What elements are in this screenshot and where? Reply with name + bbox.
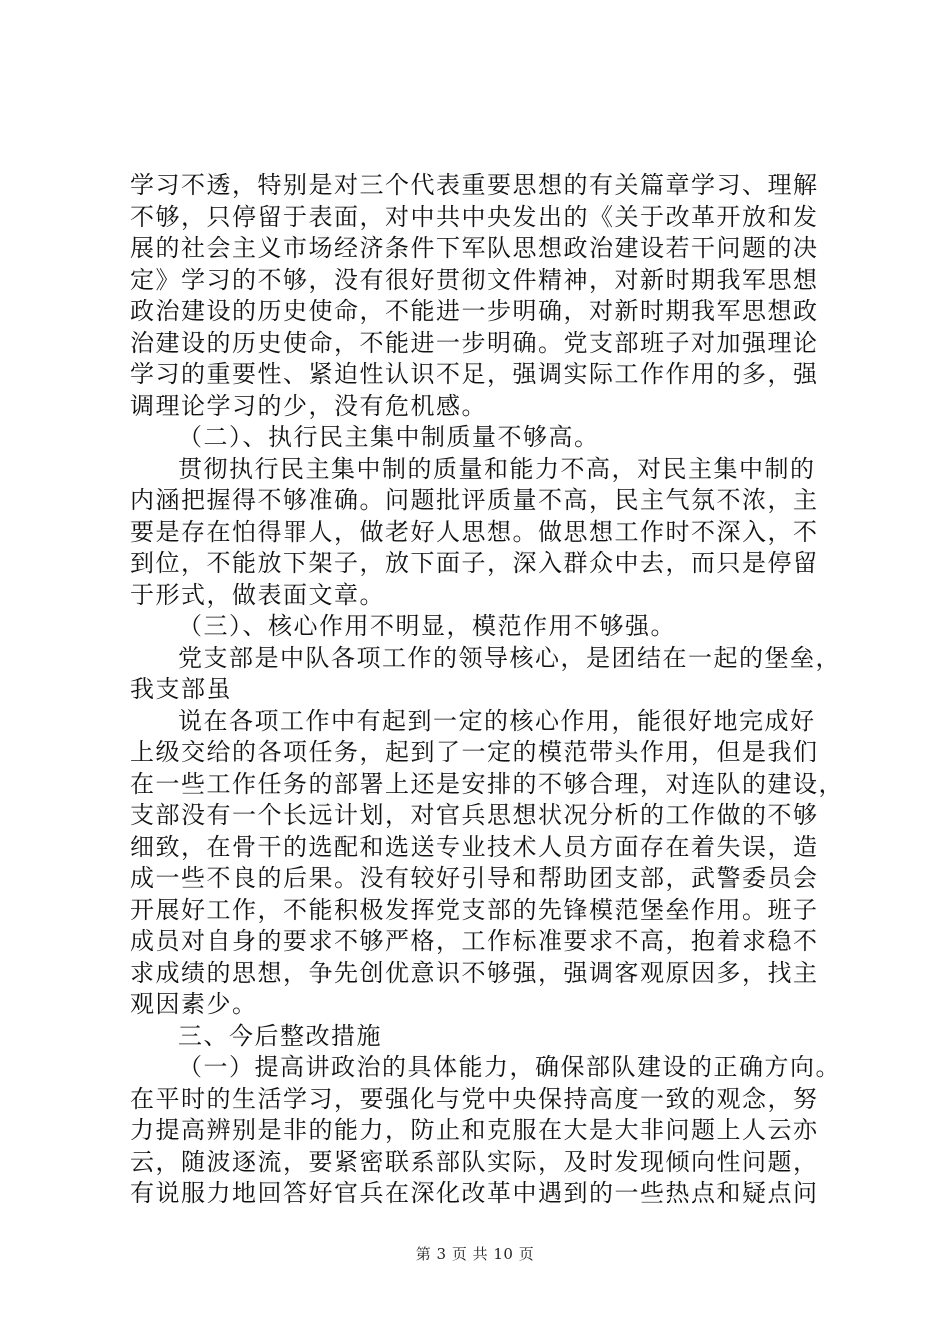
page-number-label: 第 3 页 共 10 页 xyxy=(415,1245,535,1263)
text-line: 支部没有一个长远计划，对官兵思想状况分析的工作做的不够 xyxy=(130,801,819,829)
paragraph-start: 说在各项工作中有起到一定的核心作用，能很好地完成好 xyxy=(178,706,816,735)
text-line: 求成绩的思想，争先创优意识不够强，强调客观原因多，找主 xyxy=(130,958,819,987)
text-line: 于形式，做表面文章。 xyxy=(130,580,385,609)
text-line: 在一些工作任务的部署上还是安排的不够合理，对连队的建设， xyxy=(130,769,844,798)
text-line: 在平时的生活学习，要强化与党中央保持高度一致的观念，努 xyxy=(130,1084,819,1113)
text-line: 学习的重要性、紧迫性认识不足，强调实际工作作用的多，强 xyxy=(130,360,819,388)
text-line: 上级交给的各项任务，起到了一定的模范带头作用，但是我们 xyxy=(130,738,819,766)
text-line: 观因素少。 xyxy=(130,990,258,1018)
section-heading: （三）、核心作用不明显，模范作用不够强。 xyxy=(178,612,676,640)
text-line: 政治建设的历史使命，不能进一步明确，对新时期我军思想政 xyxy=(130,297,819,325)
body-text xyxy=(130,170,844,1210)
text-line: 我支部虽 xyxy=(130,675,232,703)
paragraph-start: 党支部是中队各项工作的领导核心，是团结在一起的堡垒， xyxy=(178,643,841,672)
text-line: 开展好工作，不能积极发挥党支部的先锋模范堡垒作用。班子 xyxy=(130,895,819,924)
text-line: 治建设的历史使命，不能进一步明确。党支部班子对加强理论 xyxy=(130,328,819,357)
text-line: 到位，不能放下架子，放下面子，深入群众中去，而只是停留 xyxy=(130,549,819,577)
text-line: 展的社会主义市场经济条件下军队思想政治建设若干问题的决 xyxy=(130,234,819,262)
text-line: 定》学习的不够，没有很好贯彻文件精神，对新时期我军思想 xyxy=(130,265,819,294)
text-line: 力提高辨别是非的能力，防止和克服在大是大非问题上人云亦 xyxy=(130,1116,819,1144)
text-line: 调理论学习的少，没有危机感。 xyxy=(130,391,487,420)
text-line: 学习不透，特别是对三个代表重要思想的有关篇章学习、理解 xyxy=(130,171,819,199)
text-line: 要是存在怕得罪人，做老好人思想。做思想工作时不深入，不 xyxy=(130,517,819,546)
text-line: 内涵把握得不够准确。问题批评质量不高，民主气氛不浓，主 xyxy=(130,486,819,514)
text-line: 细致，在骨干的选配和选送专业技术人员方面存在着失误，造 xyxy=(130,832,819,861)
paragraph-start: 贯彻执行民主集中制的质量和能力不高，对民主集中制的 xyxy=(178,454,816,483)
text-line: 不够，只停留于表面，对中共中央发出的《关于改革开放和发 xyxy=(130,202,819,231)
text-line: 云，随波逐流，要紧密联系部队实际，及时发现倾向性问题， xyxy=(130,1147,819,1176)
text-line: 成员对自身的要求不够严格，工作标准要求不高，抱着求稳不 xyxy=(130,927,819,955)
section-heading: （二）、执行民主集中制质量不够高。 xyxy=(178,423,600,451)
section-heading: 三、今后整改措施 xyxy=(178,1021,382,1050)
page-footer xyxy=(0,1244,950,1264)
section-heading: （一）提高讲政治的具体能力，确保部队建设的正确方向。 xyxy=(178,1053,841,1081)
text-line: 有说服力地回答好官兵在深化改革中遇到的一些热点和疑点问 xyxy=(130,1179,819,1207)
text-line: 成一些不良的后果。没有较好引导和帮助团支部，武警委员会 xyxy=(130,864,819,892)
